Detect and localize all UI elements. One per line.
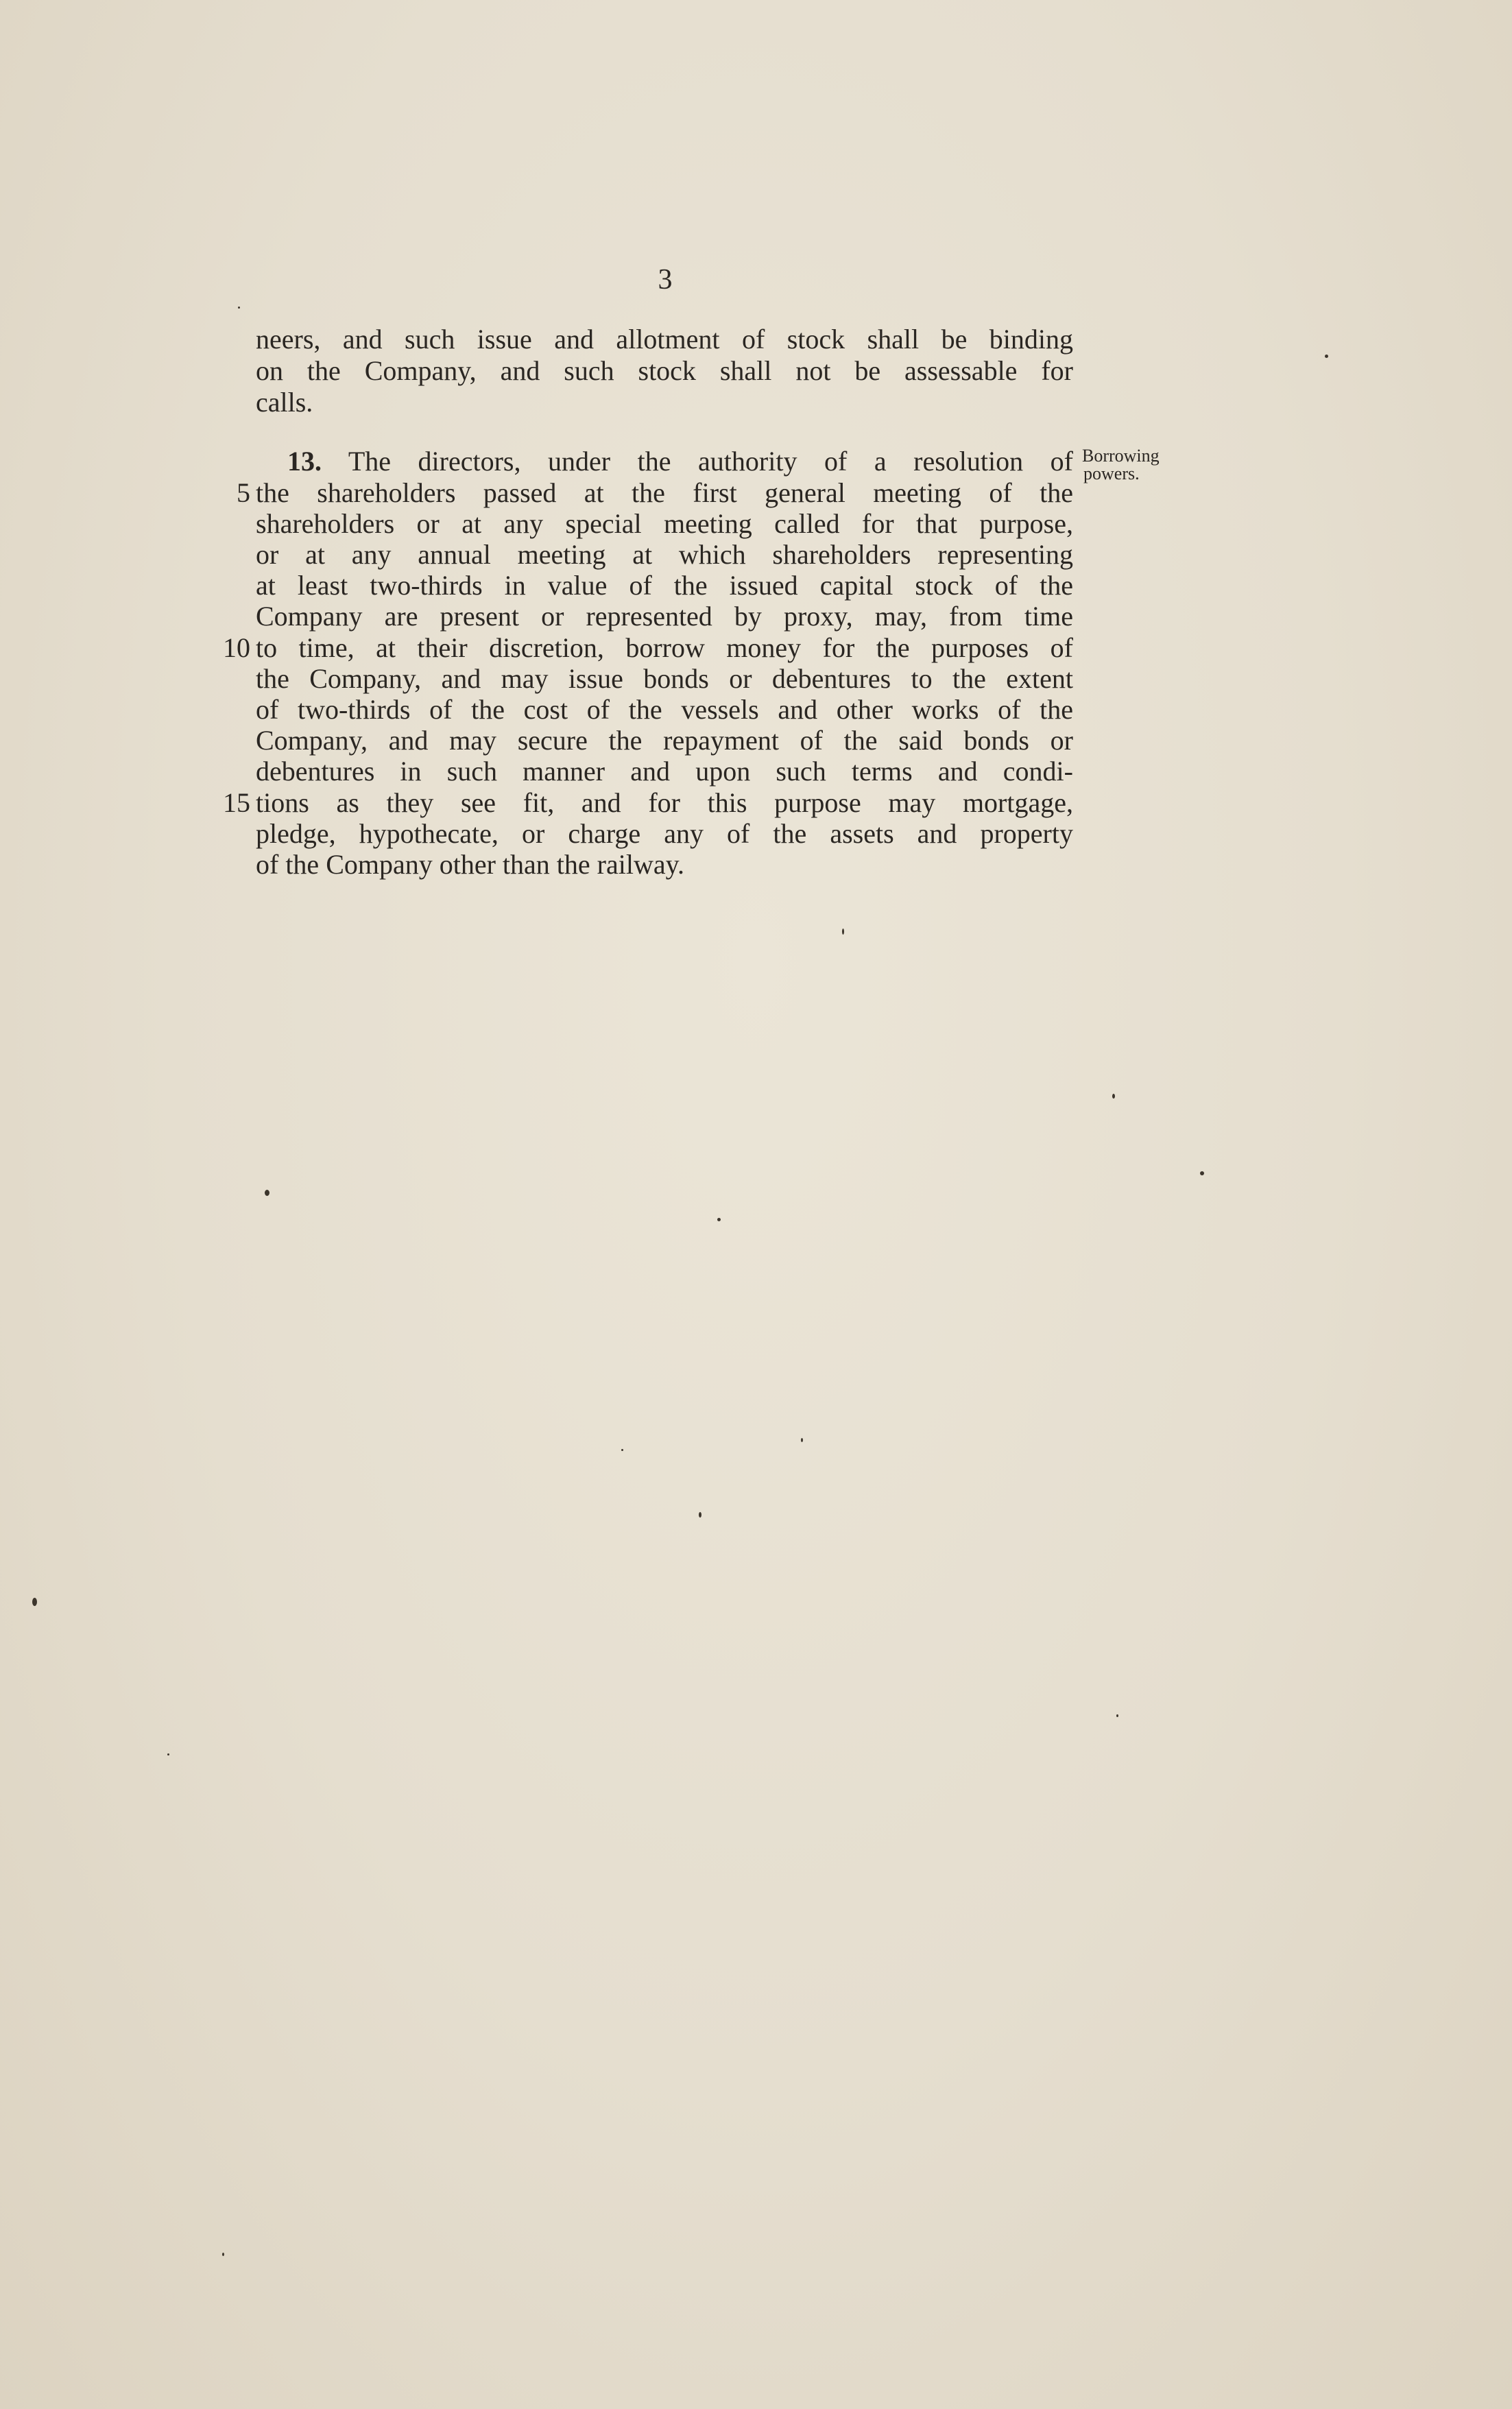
section-first-line <box>256 446 1073 477</box>
paper-speck <box>621 1449 623 1451</box>
text-line: or at any annual meeting at which shareholders representing <box>256 539 1073 570</box>
margin-note-line: Borrowing <box>1082 446 1160 466</box>
text-line: neers, and such issue and allotment of stock shall be binding <box>256 324 1073 355</box>
paper-speck <box>1200 1171 1204 1175</box>
paper-speck <box>32 1598 37 1606</box>
paper-speck <box>167 1753 169 1755</box>
paper-speck <box>699 1512 701 1518</box>
section-first-line-text: The directors, under the authority of a resolution of <box>348 446 1074 477</box>
text-line: the shareholders passed at the first general meeting of the <box>256 477 1073 508</box>
text-line: of the Company other than the railway. <box>256 849 684 880</box>
paper-speck <box>238 307 240 309</box>
text-line: the Company, and may issue bonds or debentures to the extent <box>256 663 1073 694</box>
margin-note <box>1082 447 1219 483</box>
line-number: 5 <box>237 477 250 508</box>
margin-note-line: powers. <box>1083 464 1140 483</box>
paper-speck <box>801 1438 803 1442</box>
text-line: pledge, hypothecate, or charge any of the assets and property <box>256 818 1073 849</box>
text-line: to time, at their discretion, borrow money for the purposes of <box>256 632 1073 663</box>
section-number: 13. <box>287 446 322 477</box>
text-line: shareholders or at any special meeting called for that purpose, <box>256 508 1073 539</box>
page-number: 3 <box>658 264 673 296</box>
text-line: on the Company, and such stock shall not be assessable for <box>256 355 1073 386</box>
paper-speck <box>222 2253 224 2256</box>
line-number: 10 <box>223 632 250 663</box>
text-line: of two-thirds of the cost of the vessels and other works of the <box>256 694 1073 725</box>
paper-speck <box>717 1218 721 1221</box>
paper-speck <box>842 928 844 935</box>
text-line: at least two-thirds in value of the issued capital stock of the <box>256 570 1073 601</box>
text-line: tions as they see fit, and for this purpose may mortgage, <box>256 787 1073 818</box>
text-line: debentures in such manner and upon such terms and condi- <box>256 756 1073 787</box>
line-number: 15 <box>223 787 250 818</box>
text-line: Company, and may secure the repayment of the said bonds or <box>256 725 1073 756</box>
text-line: Company are present or represented by proxy, may, from time <box>256 601 1073 632</box>
paper-speck <box>1116 1714 1118 1717</box>
paper-speck <box>1325 355 1328 358</box>
paper-speck <box>265 1190 269 1196</box>
paper-speck <box>1112 1094 1115 1099</box>
text-line: calls. <box>256 387 313 418</box>
